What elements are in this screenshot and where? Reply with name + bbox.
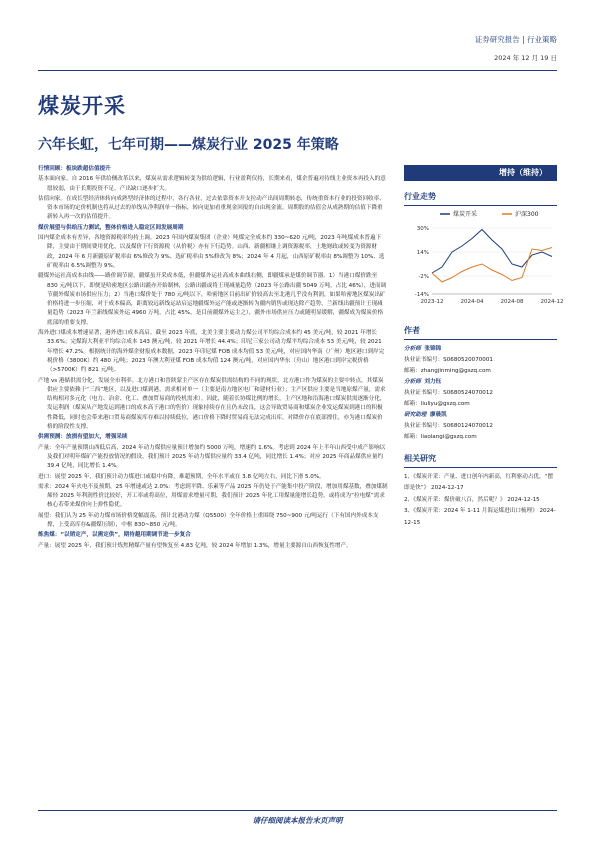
paragraph: 需求：2024 年火电不及预期，25 年增速或达 2.0%：考虑到平降、乐素等产品 2025 年仍处于产能集中投产阶段，增加用煤基数，叠加煤制烯烃 2025 年利润性价比较好，开工率或将高位，用煤需求增量可期，我们预计 2025 年化工用煤量能增长趋势，或将成为“拉电煤”需求核心若带来煤价向上弹性隐优。 — [38, 483, 388, 509]
related-heading: 相关研究 — [404, 453, 557, 468]
x-tick-label: 2023-12 — [420, 299, 444, 305]
related-item[interactable]: 2、《煤炭开采：煤价破八百，然后呢？》 2024-12-15 — [404, 496, 540, 503]
x-tick-label: 2024-04 — [460, 299, 484, 305]
paragraph: 国内煤企成本有差异，各地资源税率均持上调。2023 年国内煤炭集团（企业）吨煤完全成本约 330~620 元/吨，2023 年吨煤成本普遍下降，主要由于期间费用优化，以及煤价下行资源税（从价税）亦有下行趋势。山西、新疆相继上调资源税率，土地财政或转变为资源财政，2024 年 6 月新疆原矿税率由 6%修改为 9%、选矿税率由 5%修改为 8%；2024 年 4 月起，山西原矿税率由 8%调整为 10%、选矿税率由 6.5%调整为 9%。 — [38, 235, 385, 269]
authors-heading: 作者 — [404, 325, 557, 340]
y-tick-label: 14% — [416, 250, 429, 256]
author-line — [404, 410, 557, 421]
authors-block — [404, 344, 557, 443]
cert-label: 执业证书编号： — [404, 423, 444, 429]
y-tick-label: 30% — [416, 226, 429, 232]
section-heading: 供需预测：放损有望加大，增强采续 — [38, 434, 128, 441]
author-line — [404, 355, 557, 366]
y-tick-label: -2% — [418, 274, 429, 280]
cert-number: S0680520070001 — [443, 357, 493, 363]
rating-badge: 增持（维持） — [404, 165, 557, 181]
author-line — [404, 366, 557, 377]
author-line — [404, 388, 557, 399]
report-series — [475, 34, 557, 62]
email-value[interactable]: zhangjinming@gszq.com — [420, 368, 491, 374]
author-line — [404, 432, 557, 443]
footer-disclaimer: 请仔细阅读本报告末页声明 — [252, 816, 343, 825]
author-role: 分析师 — [404, 346, 421, 352]
related-list — [404, 472, 557, 529]
report-date: 2024 年 12 月 19 日 — [494, 54, 557, 62]
author-name: 廖晨凯 — [429, 412, 447, 418]
brand-title: 煤炭开采 — [38, 94, 126, 118]
legend-label: 沪深300 — [515, 211, 539, 218]
paragraph: 估值向家。在成长型经济体转向成熟型经济体的过程中，各行各业，过去依靠资本开支拉动产出间周期转态，传统重资本行业的投资回收率、资本市场的定价机制也将从过去的单线从净利润单一指标，转向更加看重现金回报的自由现金流。周期股的估值会从成熟期的估值下降重新转入再一次的估值提升。 — [38, 195, 385, 221]
author-line — [404, 344, 557, 355]
section-heading: 炼焦煤：“以销定产，以需定供”，期待越用期调节进一步复合 — [38, 532, 191, 539]
paragraph: 产量：展望 2025 年，我们预计炼焦精煤产量有望恢复至 4.83 亿吨，较 2024 年增加 1.3%，增量主要源自山西恢复性增产。 — [38, 542, 352, 549]
email-label: 邮箱： — [404, 401, 421, 407]
email-label: 邮箱： — [404, 368, 421, 374]
cert-label: 执业证书编号： — [404, 357, 444, 363]
author-line — [404, 377, 557, 388]
paragraph: 基本面向家。自 2016 年供给侧改革以来，煤炭从需求逻辑转变为供给逻辑，行业盈利仅持，长期来看，煤企普遍对待线主业资本再投入的意愿较弱，由于长期投资不足，产出缺口逐步扩大。 — [38, 176, 386, 192]
author-line — [404, 399, 557, 410]
header-rule — [38, 70, 557, 71]
author-line — [404, 421, 557, 432]
email-value[interactable]: liuliyu@gszq.com — [420, 401, 470, 407]
paragraph: 产量：全年产量预期山西低后高，2024 年动力煤供应量预计增加约 5000 万吨，增速约 1.6%。考虑到 2024 年上半年山西受中成产影响以及我们对明年煤矿产能投放情况的假设，我们预计 2025 年动力煤供应量约 33.4 亿吨，同比增长 1.4%；对应 2025 年商品煤供应量约 39.4 亿吨，同比增长 1.4%。 — [38, 444, 386, 470]
section-heading: 煤价展望与供给压力测试，整体价格进入稳定区间发展周期 — [38, 224, 184, 231]
author-role: 研究助理 — [404, 412, 427, 418]
x-tick-label: 2024-12 — [540, 299, 564, 305]
main-text — [38, 165, 388, 552]
paragraph: 海外进口煤成本增速显著，港外进口成本高启。截至 2023 年底，北美主要主要动力煤公司平均综合成本约 45 美元/吨，较 2021 年增长 33.6%；完煤海大利亚平均综合成本 143 澳元/吨，较 2021 年增长 44.4%；印尼三家公司动力煤平均综合成本 53 美元/吨，较 2021 年增长 47.2%。根据统计的海外煤企财报成本数据，2023 年印尼煤 FOB 成本均值 53 美元/吨，对应国内华南（广州）地区港口到岸完税价格（3800K）约 480 元/吨；2023 年澳大利亚煤 FOB 成本均值 124 澳元/吨，对应国内华东（舟山）地区港口到岸完税价格（>5700K）约 821 元/吨。 — [38, 330, 385, 374]
author-name: 刘力钰 — [424, 379, 442, 385]
series-line-0 — [432, 230, 552, 274]
series-line-1 — [432, 248, 552, 283]
related-item[interactable]: 3、《煤炭开采：2024 年 1-11 月海运煤进出口梳理》 2024-12-15 — [404, 508, 556, 526]
paragraph: 产地 vs 港储供需分化，发展全市利率。北方港口和晋陕蒙主产区存在煤炭供需结构的不同的现状，北方港口作为煤炭的主要中转点，其煤炭供应主要依赖于“三西”地区，以及进口煤到港，需求相对单一（主要是南方地区电厂和建材行业）；主产区供应主要是当地原煤产量，需求结构相对多元化（电力、冶金、化工、叠加贸易商的投机需求）。因此，随着长协煤比例的增长，主产区地和沿海港口煤炭供需逐渐分化，发运利润（煤炭从产地发运到港口的成本高于港口的售价）现象持续存在且仍未改良，这会导致贸易商和煤炭企业发运煤炭到港口的积极性降低，同时也会带来港口贸易商煤炭库存难以持续低位，港口价格下降时贸易商无法完成出库，对降价存在底部撑住，亦为港口煤炭价格的阶段性支撑。 — [38, 377, 386, 431]
trend-heading: 行业走势 — [404, 191, 557, 206]
paragraph: 展望：我们认为 25 年动力煤市场价格宽幅震荡，预计北港动力煤（Q5500）全年价格上重围绕 750~900 元/吨运行（下有国内外成本支撑，上受高库存&疆煤压制），中枢 830~850 元/吨。 — [38, 512, 379, 528]
cert-number: S0680124070012 — [443, 423, 493, 429]
email-label: 邮箱： — [404, 434, 421, 440]
cert-label: 执业证书编号： — [404, 390, 444, 396]
x-tick-label: 2024-08 — [500, 299, 524, 305]
legend-label: 煤炭开采 — [453, 211, 478, 218]
email-value[interactable]: liaolangi@gszq.com — [420, 434, 477, 440]
y-tick-label: -14% — [414, 292, 429, 298]
related-item[interactable]: 1、《煤炭开采：产量、进口创年内新高，红利驱动占优，“摆即是快”》 2024-12-17 — [404, 474, 554, 492]
sidebar — [404, 165, 564, 529]
paragraph: 进口：展望 2025 年，我们预计动力煤进口或稳中有降，难超预期，全年水平或在 3.8 亿吨左右，同比下滑 5.0%。 — [38, 473, 325, 480]
author-name: 张锦锦 — [424, 346, 442, 352]
footer-rule — [38, 810, 557, 811]
series-label: 证券研究报告 | 行业策略 — [474, 35, 557, 44]
trend-chart — [404, 206, 564, 311]
cert-number: S0680524070012 — [443, 390, 493, 396]
section-heading: 行情回顾：板块跌超估值提升 — [38, 166, 111, 172]
author-role: 分析师 — [404, 379, 421, 385]
report-title: 六年长虹，七年可期——煤炭行业 2025 年策略 — [38, 137, 339, 153]
paragraph: 疆煤外运社高成本由线——路价调节窗。疆煤虽开采成本低，但疆煤外运社高成本曲线右侧，即疆煤承是煤价调节器。1）当港口煤价跌至 830 元/吨以下，即便是哈密地区公路出疆亦开始制林，公路出疆或将王现减量趋势（2023 年公路出疆 5049 万吨，占比 46%），进而调节疆外煤炭市场供应压力；2）当港口煤价处于 780 元/吨以下，哈密地区目前出矿价较高去至北港几乎没有利润，如果哈密地区煤炭出矿价格将进一步压缩，对于成本偏高，距离较远新线运站启运地疆煤外运产能或逐渐转为疆内销售或现达除产趋势，兰新线出疆预计王现减量趋势（2023 年兰新线煤炭外运 4960 万吨，占比 45%，是目前疆煤外运主之），疆外市场供应压力或随明显缓解，疆煤成为煤炭价格底部的重要支撑。 — [38, 273, 387, 326]
